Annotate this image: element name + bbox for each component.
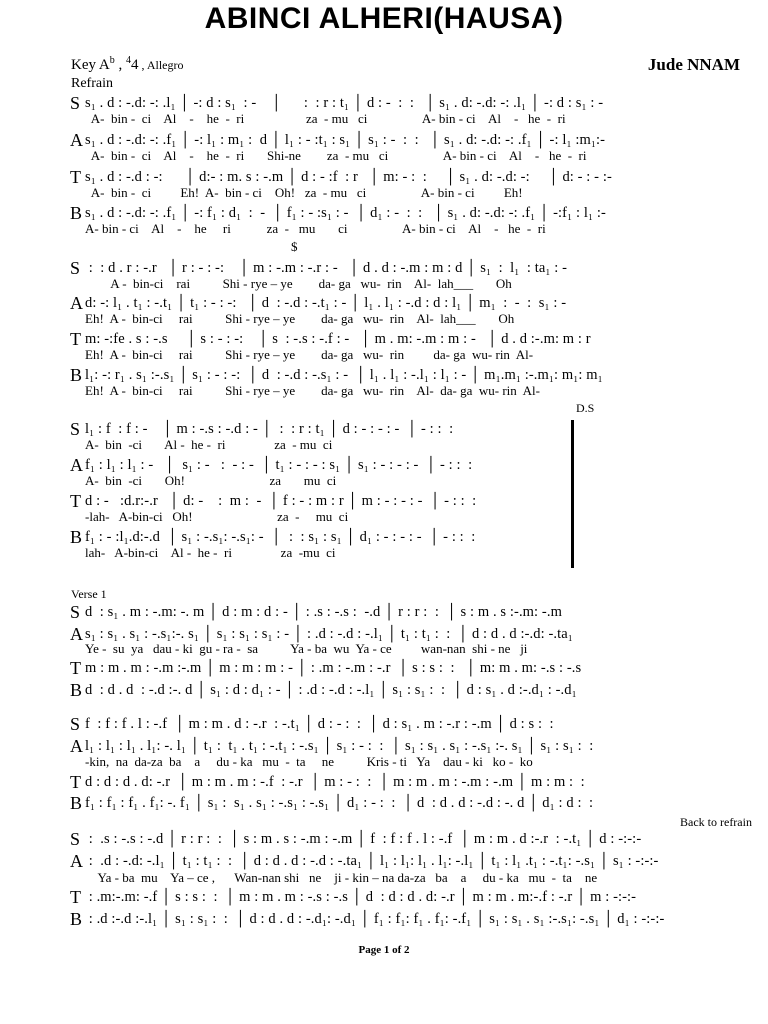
- bass-notes: l₁: -: r₁ . s₁ :-.s₁ │ s₁ : - : -: │ d : -.d : -.s₁ : - │ l₁ . l₁ : -.l₁ : l₁ : - │ m₁.m₁ :-.m₁: m₁: m₁: [85, 367, 603, 383]
- verse-label: Verse 1: [71, 587, 107, 601]
- alto-notes: f₁ : l₁ : l₁ : - │ s₁ : - : - : - │ t₁ : - : - : s₁ │ s₁ : - : - : - │ - : : :: [85, 457, 473, 473]
- alto-notes: s₁ . d : -.d: -: .f₁ │ -: l₁ : m₁ : d │ l₁ : - :t₁ : s₁ │ s₁ : - : : │ s₁ . d: -.d: -: .f₁ │ -: l₁ :m₁:-: [85, 132, 606, 148]
- bass-notes: : .d :-.d :-.l₁ │ s₁ : s₁ : : │ d : d . d : -.d₁: -.d₁ │ f₁ : f₁: f₁ . f₁: -.f₁ │ s₁ : s₁ . s₁ :-.s₁: -.s₁ │ d₁ : -:-:-: [85, 911, 665, 927]
- alto-lyrics: A- bin - ci Al - he - ri Shi-ne za - mu ci A- bin - ci Al - he - ri: [85, 148, 587, 163]
- tenor-notes: : .m:-.m: -.f │ s : s : : │ m : m . m : -.s : -.s │ d : d : d . d: -.r │ m : m . m:-.f : -.r │ m : -:-:-: [85, 889, 637, 905]
- alto-lyrics: Eh! A - bin-ci rai Shi - rye – ye da- ga wu- rin Al- lah___ Oh: [85, 311, 515, 326]
- final-barline: [571, 420, 574, 568]
- back-to-refrain-label: Back to refrain: [680, 815, 752, 829]
- part-label-a: A: [70, 130, 83, 150]
- part-label-s: S: [70, 829, 81, 849]
- tenor-notes: m: -:fe . s : -.s │ s : - : -: │ s : -.s : -.f : - │ m . m: -.m : m : - │ d . d :-.m: m : r: [85, 331, 591, 347]
- bass-notes: s₁ . d : -.d: -: .f₁ │ -: f₁ : d₁ : - │ f₁ : - :s₁ : - │ d₁ : - : : │ s₁ . d: -.d: -: .f₁ │ -:f₁ : l₁ :-: [85, 205, 606, 221]
- alto-notes: l₁ : l₁ : l₁ . l₁: -. l₁ │ t₁ : t₁ . t₁ : -.t₁ : -.s₁ │ s₁ : - : : │ s₁ : s₁ . s₁ : -.s₁ :-. s₁ │ s₁ : s₁ : :: [85, 738, 594, 754]
- part-label-b: B: [70, 527, 83, 547]
- tenor-notes: d : - :d.r:-.r │ d: - : m : - │ f : - : m : r │ m : - : - : - │ - : : :: [85, 493, 477, 509]
- bass-lyrics: A- bin - ci Al - he ri za - mu ci A- bin - ci Al - he - ri: [85, 221, 546, 236]
- bass-lyrics: Eh! A - bin-ci rai Shi - rye – ye da- ga wu- rin Al- da- ga wu- rin Al-: [85, 383, 540, 398]
- part-label-a: A: [70, 736, 83, 756]
- soprano-notes: : .s : -.s : -.d │ r : r : : │ s : m . s : -.m : -.m │ f : f : f . l : -.f │ m : m . d :-.r : -.t₁ │ d : -:-:-: [85, 831, 642, 847]
- part-label-a: A: [70, 851, 83, 871]
- page-title: ABINCI ALHERI(HAUSA): [204, 2, 564, 35]
- ds-label: D.S: [576, 401, 595, 415]
- part-label-t: T: [70, 491, 81, 511]
- tenor-notes: s₁ . d : -.d : -: │ d:- : m. s : -.m │ d : - :f : r │ m: - : : │ s₁ . d: -.d: -: │ d: - : - :-: [85, 169, 612, 185]
- key-signature-line: [71, 55, 184, 74]
- soprano-notes: d : s₁ . m : -.m: -. m │ d : m : d : - │ : .s : -.s : -.d │ r : r : : │ s : m . s :-.m: -.m: [85, 604, 562, 620]
- tenor-lyrics: -lah- A-bin-ci Oh! za - mu ci: [85, 509, 349, 524]
- bass-notes: f₁ : f₁ : f₁ . f₁: -. f₁ │ s₁ : s₁ . s₁ : -.s₁ : -.s₁ │ d₁ : - : : │ d : d . d : -.d : -. d │ d₁ : d : :: [85, 795, 594, 811]
- soprano-notes: f : f : f . l : -.f │ m : m . d : -.r : -.t₁ │ d : - : : │ d : s₁ . m : -.r : -.m │ d : s : :: [85, 716, 554, 732]
- part-label-a: A: [70, 624, 83, 644]
- verse-lyrics: Ya - ba mu Ya – ce , Wan-nan shi ne ji - kin – na da-za ba a du - ka mu - ta ne: [85, 870, 598, 885]
- soprano-lyrics: A- bin - ci Al - he - ri za - mu ci A- bin - ci Al - he - ri: [85, 111, 566, 126]
- part-label-s: S: [70, 419, 81, 439]
- tenor-notes: m : m . m : -.m :-.m │ m : m : m : - │ : .m : -.m : -.r │ s : s : : │ m: m . m: -.s : -.s: [85, 660, 582, 676]
- bass-notes: f₁ : - :l₁.d:-.d │ s₁ : -.s₁: -.s₁: - │ : : s₁ : s₁ │ d₁ : - : - : - │ - : : :: [85, 529, 476, 545]
- part-label-b: B: [70, 793, 83, 813]
- part-label-s: S: [70, 602, 81, 622]
- soprano-lyrics: A- bin -ci Al - he - ri za - mu ci: [85, 437, 333, 452]
- time-sig-bottom: 4: [131, 57, 139, 73]
- soprano-notes: l₁ : f : f : - │ m : -.s : -.d : - │ : : r : t₁ │ d : - : - : - │ - : : :: [85, 421, 454, 437]
- tenor-notes: d : d : d . d: -.r │ m : m . m : -.f : -.r │ m : - : : │ m : m . m : -.m : -.m │ m : m : :: [85, 774, 585, 790]
- alto-notes: d: -: l₁ . t₁ : -.t₁ │ t₁ : - : -: │ d : -.d : -.t₁ : - │ l₁ . l₁ : -.d : d : l₁ │ m₁ : - : s₁ : -: [85, 295, 567, 311]
- verse-lyrics: -kin, na da-za ba a du - ka mu - ta ne Kris - ti Ya dau - ki ko - ko: [85, 754, 533, 769]
- part-label-s: S: [70, 714, 81, 734]
- part-label-t: T: [70, 887, 81, 907]
- part-label-a: A: [70, 293, 83, 313]
- soprano-lyrics: A - bin-ci rai Shi - rye – ye da- ga wu- rin Al- lah___ Oh: [85, 276, 512, 291]
- part-label-s: S: [70, 93, 81, 113]
- tenor-lyrics: A- bin - ci Eh! A- bin - ci Oh! za - mu ci A- bin - ci Eh!: [85, 185, 523, 200]
- soprano-notes: : : d . r : -.r │ r : - : -: │ m : -.m : -.r : - │ d . d : -.m : m : d │ s₁ : l₁ : ta₁ : -: [85, 260, 568, 276]
- part-label-b: B: [70, 680, 83, 700]
- alto-notes: : .d : -.d: -.l₁ │ t₁ : t₁ : : │ d : d . d : -.d : -.ta₁ │ l₁ : l₁: l₁ . l₁: -.l₁ │ t₁ : l₁ .t₁ : -.t₁: -.s₁ │ s₁ : -:-:-: [85, 853, 659, 869]
- time-sig-top: 4: [126, 55, 131, 66]
- soprano-notes: s₁ . d : -.d: -: .l₁ │ -: d : s₁ : - │ : : r : t₁ │ d : - : : │ s₁ . d: -.d: -: .l₁ │ -: d : s₁ : -: [85, 95, 604, 111]
- page-footer: Page 1 of 2: [358, 944, 410, 956]
- part-label-b: B: [70, 909, 83, 929]
- bass-notes: d : d . d : -.d :-. d │ s₁ : d : d₁ : - │ : .d : -.d : -.l₁ │ s₁ : s₁ : : │ d : s₁ . d :-.d₁ : -.d₁: [85, 682, 577, 698]
- part-label-t: T: [70, 772, 81, 792]
- part-label-t: T: [70, 658, 81, 678]
- bass-lyrics: lah- A-bin-ci Al - he - ri za -mu ci: [85, 545, 336, 560]
- verse-lyrics: Ye - su ya dau - ki gu - ra - sa Ya - ba wu Ya - ce wan-nan shi - ne ji: [85, 641, 528, 656]
- alto-notes: s₁ : s₁ . s₁ : -.s₁:-. s₁ │ s₁ : s₁ : s₁ : - │ : .d : -.d : -.l₁ │ t₁ : t₁ : : │ d : d . d :-.d: -.ta₁: [85, 626, 573, 642]
- segno-sign: $: [291, 239, 298, 254]
- tempo: , Allegro: [138, 58, 184, 72]
- part-label-s: S: [70, 258, 81, 278]
- refrain-label: Refrain: [71, 76, 113, 91]
- key-flat: b: [109, 55, 115, 66]
- part-label-t: T: [70, 329, 81, 349]
- composer: Jude NNAM: [647, 55, 740, 74]
- part-label-b: B: [70, 203, 83, 223]
- key-sep: ,: [114, 57, 126, 73]
- tenor-lyrics: Eh! A - bin-ci rai Shi - rye – ye da- ga wu- rin da- ga wu- rin Al-: [85, 347, 534, 362]
- alto-lyrics: A- bin -ci Oh! za mu ci: [85, 473, 337, 488]
- key-prefix: Key A: [71, 57, 110, 73]
- part-label-b: B: [70, 365, 83, 385]
- part-label-t: T: [70, 167, 81, 187]
- part-label-a: A: [70, 455, 83, 475]
